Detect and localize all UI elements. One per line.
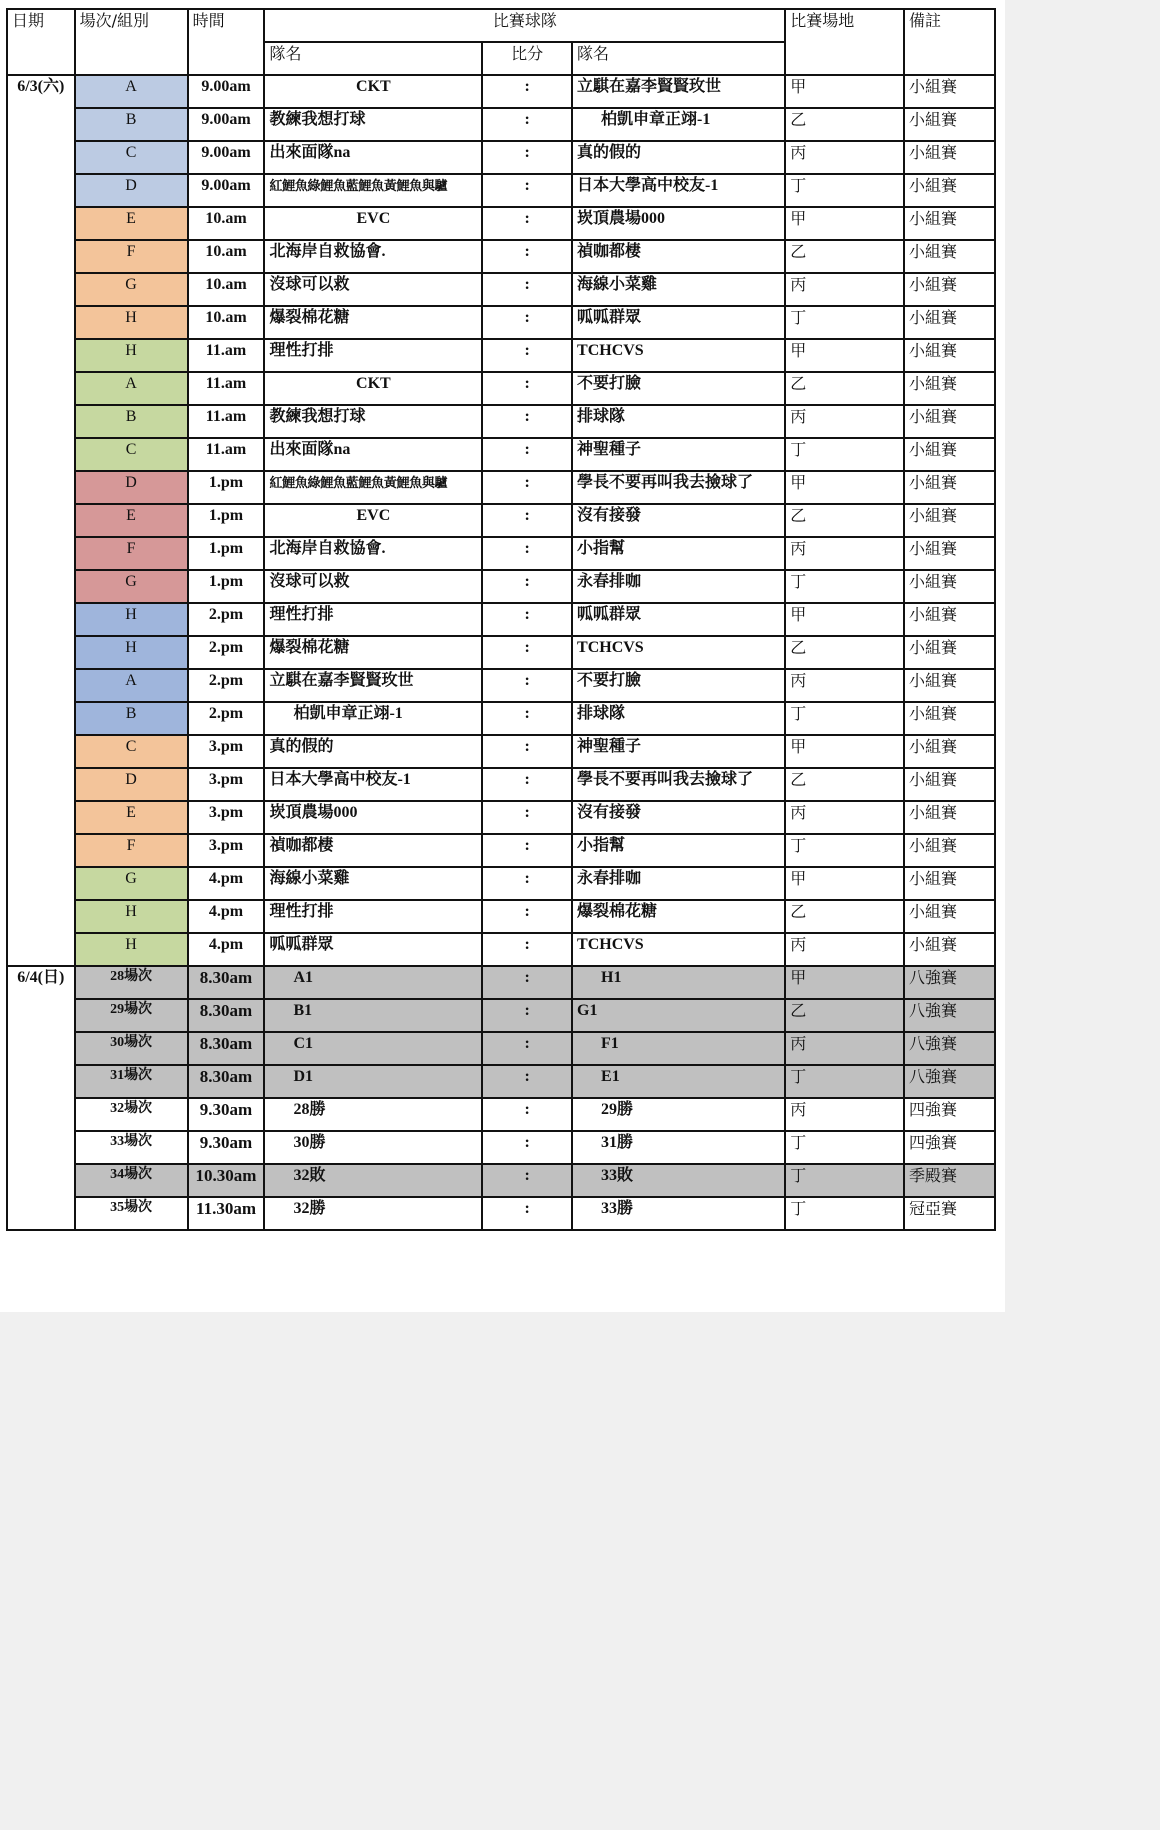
team-b-cell: 學長不要再叫我去撿球了 xyxy=(572,768,785,801)
team-b-cell: 33敗 xyxy=(572,1164,785,1197)
team-b-cell: 爆裂棉花糖 xyxy=(572,900,785,933)
team-b-cell: 呱呱群眾 xyxy=(572,603,785,636)
table-row xyxy=(7,240,995,273)
time-cell: 10.am xyxy=(188,273,265,306)
header-note: 備註 xyxy=(904,9,995,75)
team-a-cell: 32敗 xyxy=(264,1164,482,1197)
time-cell: 9.30am xyxy=(188,1131,265,1164)
note-cell: 小組賽 xyxy=(904,537,995,570)
venue-cell: 丙 xyxy=(785,273,904,306)
team-b-cell: 排球隊 xyxy=(572,405,785,438)
score-cell: : xyxy=(482,372,572,405)
venue-cell: 乙 xyxy=(785,900,904,933)
group-cell: 28場次 xyxy=(75,966,188,999)
header-venue: 比賽場地 xyxy=(785,9,904,75)
team-a-cell: 日本大學高中校友-1 xyxy=(264,768,482,801)
note-cell: 八強賽 xyxy=(904,966,995,999)
venue-cell: 丁 xyxy=(785,702,904,735)
table-row xyxy=(7,75,995,108)
note-cell: 八強賽 xyxy=(904,1065,995,1098)
venue-cell: 丁 xyxy=(785,438,904,471)
time-cell: 2.pm xyxy=(188,669,265,702)
team-b-cell: 沒有接發 xyxy=(572,504,785,537)
group-cell: A xyxy=(75,372,188,405)
group-cell: F xyxy=(75,240,188,273)
score-cell: : xyxy=(482,735,572,768)
venue-cell: 丙 xyxy=(785,801,904,834)
team-a-cell: 爆裂棉花糖 xyxy=(264,636,482,669)
venue-cell: 丙 xyxy=(785,405,904,438)
table-row xyxy=(7,735,995,768)
table-row xyxy=(7,1164,995,1197)
team-b-cell: 31勝 xyxy=(572,1131,785,1164)
time-cell: 1.pm xyxy=(188,537,265,570)
venue-cell: 丙 xyxy=(785,141,904,174)
table-row xyxy=(7,603,995,636)
table-row xyxy=(7,999,995,1032)
header-date: 日期 xyxy=(7,9,75,75)
team-b-cell: TCHCVS xyxy=(572,933,785,966)
table-row xyxy=(7,1131,995,1164)
score-cell: : xyxy=(482,273,572,306)
team-a-cell: 理性打排 xyxy=(264,900,482,933)
time-cell: 10.30am xyxy=(188,1164,265,1197)
score-cell: : xyxy=(482,768,572,801)
note-cell: 小組賽 xyxy=(904,339,995,372)
venue-cell: 丁 xyxy=(785,1065,904,1098)
venue-cell: 丁 xyxy=(785,1197,904,1230)
team-b-cell: TCHCVS xyxy=(572,636,785,669)
table-row xyxy=(7,504,995,537)
table-row xyxy=(7,372,995,405)
time-cell: 1.pm xyxy=(188,471,265,504)
note-cell: 小組賽 xyxy=(904,372,995,405)
group-cell: C xyxy=(75,735,188,768)
table-row xyxy=(7,471,995,504)
note-cell: 小組賽 xyxy=(904,75,995,108)
venue-cell: 乙 xyxy=(785,372,904,405)
venue-cell: 乙 xyxy=(785,504,904,537)
note-cell: 小組賽 xyxy=(904,504,995,537)
venue-cell: 丁 xyxy=(785,174,904,207)
team-b-cell: 沒有接發 xyxy=(572,801,785,834)
team-b-cell: 柏凱申章正翊-1 xyxy=(572,108,785,141)
group-cell: C xyxy=(75,141,188,174)
team-a-cell: 呱呱群眾 xyxy=(264,933,482,966)
table-row xyxy=(7,867,995,900)
note-cell: 小組賽 xyxy=(904,801,995,834)
team-b-cell: 神聖種子 xyxy=(572,735,785,768)
time-cell: 1.pm xyxy=(188,570,265,603)
team-a-cell: 教練我想打球 xyxy=(264,405,482,438)
venue-cell: 乙 xyxy=(785,999,904,1032)
group-cell: H xyxy=(75,636,188,669)
note-cell: 小組賽 xyxy=(904,768,995,801)
team-b-cell: 小指幫 xyxy=(572,537,785,570)
time-cell: 3.pm xyxy=(188,801,265,834)
note-cell: 小組賽 xyxy=(904,867,995,900)
table-row xyxy=(7,570,995,603)
team-b-cell: 海線小菜雞 xyxy=(572,273,785,306)
group-cell: E xyxy=(75,801,188,834)
team-a-cell: 禎咖都棲 xyxy=(264,834,482,867)
team-b-cell: 呱呱群眾 xyxy=(572,306,785,339)
table-row xyxy=(7,801,995,834)
group-cell: F xyxy=(75,834,188,867)
group-cell: G xyxy=(75,867,188,900)
group-cell: D xyxy=(75,768,188,801)
table-row xyxy=(7,834,995,867)
time-cell: 9.00am xyxy=(188,108,265,141)
time-cell: 11.30am xyxy=(188,1197,265,1230)
table-row xyxy=(7,933,995,966)
venue-cell: 丙 xyxy=(785,933,904,966)
note-cell: 小組賽 xyxy=(904,735,995,768)
table-row xyxy=(7,273,995,306)
time-cell: 4.pm xyxy=(188,900,265,933)
time-cell: 2.pm xyxy=(188,636,265,669)
venue-cell: 乙 xyxy=(785,108,904,141)
venue-cell: 甲 xyxy=(785,603,904,636)
team-b-cell: 學長不要再叫我去撿球了 xyxy=(572,471,785,504)
team-a-cell: 沒球可以救 xyxy=(264,273,482,306)
group-cell: H xyxy=(75,339,188,372)
team-a-cell: 爆裂棉花糖 xyxy=(264,306,482,339)
score-cell: : xyxy=(482,900,572,933)
team-a-cell: C1 xyxy=(264,1032,482,1065)
table-row xyxy=(7,669,995,702)
note-cell: 小組賽 xyxy=(904,405,995,438)
table-row xyxy=(7,1098,995,1131)
score-cell: : xyxy=(482,405,572,438)
note-cell: 八強賽 xyxy=(904,1032,995,1065)
score-cell: : xyxy=(482,1164,572,1197)
score-cell: : xyxy=(482,108,572,141)
note-cell: 小組賽 xyxy=(904,603,995,636)
team-a-cell: A1 xyxy=(264,966,482,999)
team-a-cell: 沒球可以救 xyxy=(264,570,482,603)
team-a-cell: 海線小菜雞 xyxy=(264,867,482,900)
note-cell: 小組賽 xyxy=(904,306,995,339)
time-cell: 3.pm xyxy=(188,768,265,801)
group-cell: F xyxy=(75,537,188,570)
time-cell: 9.00am xyxy=(188,174,265,207)
group-cell: A xyxy=(75,75,188,108)
team-a-cell: 立騏在嘉李賢賢玫世 xyxy=(264,669,482,702)
group-cell: 31場次 xyxy=(75,1065,188,1098)
team-a-cell: 北海岸自救協會. xyxy=(264,240,482,273)
group-cell: H xyxy=(75,306,188,339)
team-a-cell: D1 xyxy=(264,1065,482,1098)
team-b-cell: H1 xyxy=(572,966,785,999)
header-team-a: 隊名 xyxy=(264,42,482,75)
score-cell: : xyxy=(482,141,572,174)
team-b-cell: 排球隊 xyxy=(572,702,785,735)
table-row xyxy=(7,438,995,471)
venue-cell: 乙 xyxy=(785,240,904,273)
group-cell: D xyxy=(75,471,188,504)
team-a-cell: 紅鯉魚綠鯉魚藍鯉魚黃鯉魚與驢 xyxy=(264,471,482,504)
group-cell: A xyxy=(75,669,188,702)
venue-cell: 甲 xyxy=(785,75,904,108)
venue-cell: 丙 xyxy=(785,1098,904,1131)
time-cell: 1.pm xyxy=(188,504,265,537)
score-cell: : xyxy=(482,1032,572,1065)
group-cell: G xyxy=(75,273,188,306)
score-cell: : xyxy=(482,1098,572,1131)
note-cell: 小組賽 xyxy=(904,834,995,867)
time-cell: 11.am xyxy=(188,438,265,471)
venue-cell: 甲 xyxy=(785,966,904,999)
note-cell: 四強賽 xyxy=(904,1131,995,1164)
score-cell: : xyxy=(482,999,572,1032)
team-b-cell: 神聖種子 xyxy=(572,438,785,471)
score-cell: : xyxy=(482,1065,572,1098)
score-cell: : xyxy=(482,867,572,900)
team-b-cell: 33勝 xyxy=(572,1197,785,1230)
note-cell: 小組賽 xyxy=(904,273,995,306)
score-cell: : xyxy=(482,966,572,999)
date-cell: 6/3(六) xyxy=(7,75,75,966)
table-row xyxy=(7,1197,995,1230)
table-row xyxy=(7,306,995,339)
team-a-cell: B1 xyxy=(264,999,482,1032)
team-a-cell: 出來面隊na xyxy=(264,141,482,174)
venue-cell: 丁 xyxy=(785,570,904,603)
team-a-cell: 理性打排 xyxy=(264,339,482,372)
time-cell: 4.pm xyxy=(188,933,265,966)
venue-cell: 甲 xyxy=(785,867,904,900)
time-cell: 9.00am xyxy=(188,75,265,108)
score-cell: : xyxy=(482,438,572,471)
table-row xyxy=(7,636,995,669)
time-cell: 8.30am xyxy=(188,999,265,1032)
score-cell: : xyxy=(482,471,572,504)
group-cell: 29場次 xyxy=(75,999,188,1032)
venue-cell: 丁 xyxy=(785,1131,904,1164)
team-b-cell: 29勝 xyxy=(572,1098,785,1131)
team-b-cell: E1 xyxy=(572,1065,785,1098)
table-row xyxy=(7,207,995,240)
header-team-b: 隊名 xyxy=(572,42,785,75)
team-b-cell: 立騏在嘉李賢賢玫世 xyxy=(572,75,785,108)
group-cell: B xyxy=(75,702,188,735)
note-cell: 小組賽 xyxy=(904,471,995,504)
venue-cell: 乙 xyxy=(785,768,904,801)
time-cell: 9.00am xyxy=(188,141,265,174)
time-cell: 4.pm xyxy=(188,867,265,900)
group-cell: H xyxy=(75,900,188,933)
table-row xyxy=(7,900,995,933)
group-cell: 33場次 xyxy=(75,1131,188,1164)
group-cell: C xyxy=(75,438,188,471)
table-row xyxy=(7,966,995,999)
group-cell: B xyxy=(75,108,188,141)
header-time: 時間 xyxy=(188,9,265,75)
table-row xyxy=(7,1032,995,1065)
score-cell: : xyxy=(482,801,572,834)
venue-cell: 丁 xyxy=(785,306,904,339)
team-b-cell: 崁頂農場000 xyxy=(572,207,785,240)
score-cell: : xyxy=(482,240,572,273)
group-cell: H xyxy=(75,933,188,966)
score-cell: : xyxy=(482,537,572,570)
note-cell: 小組賽 xyxy=(904,438,995,471)
time-cell: 11.am xyxy=(188,405,265,438)
team-b-cell: 永春排咖 xyxy=(572,867,785,900)
group-cell: 32場次 xyxy=(75,1098,188,1131)
venue-cell: 丙 xyxy=(785,537,904,570)
score-cell: : xyxy=(482,933,572,966)
score-cell: : xyxy=(482,339,572,372)
note-cell: 小組賽 xyxy=(904,174,995,207)
date-cell: 6/4(日) xyxy=(7,966,75,1230)
table-row xyxy=(7,174,995,207)
team-a-cell: EVC xyxy=(264,504,482,537)
time-cell: 9.30am xyxy=(188,1098,265,1131)
note-cell: 四強賽 xyxy=(904,1098,995,1131)
time-cell: 10.am xyxy=(188,306,265,339)
score-cell: : xyxy=(482,1131,572,1164)
group-cell: 35場次 xyxy=(75,1197,188,1230)
time-cell: 10.am xyxy=(188,207,265,240)
venue-cell: 甲 xyxy=(785,735,904,768)
team-a-cell: CKT xyxy=(264,75,482,108)
header-score: 比分 xyxy=(482,42,572,75)
venue-cell: 甲 xyxy=(785,471,904,504)
team-a-cell: 紅鯉魚綠鯉魚藍鯉魚黃鯉魚與驢 xyxy=(264,174,482,207)
time-cell: 8.30am xyxy=(188,1065,265,1098)
table-row xyxy=(7,702,995,735)
team-b-cell: 日本大學高中校友-1 xyxy=(572,174,785,207)
venue-cell: 丙 xyxy=(785,1032,904,1065)
note-cell: 冠亞賽 xyxy=(904,1197,995,1230)
table-row xyxy=(7,1065,995,1098)
team-b-cell: 小指幫 xyxy=(572,834,785,867)
score-cell: : xyxy=(482,1197,572,1230)
table-row xyxy=(7,537,995,570)
note-cell: 小組賽 xyxy=(904,900,995,933)
score-cell: : xyxy=(482,702,572,735)
match-schedule-table xyxy=(6,8,996,1231)
table-row xyxy=(7,108,995,141)
team-b-cell: TCHCVS xyxy=(572,339,785,372)
score-cell: : xyxy=(482,570,572,603)
venue-cell: 甲 xyxy=(785,339,904,372)
team-a-cell: 30勝 xyxy=(264,1131,482,1164)
header-teams: 比賽球隊 xyxy=(264,9,785,42)
score-cell: : xyxy=(482,174,572,207)
note-cell: 小組賽 xyxy=(904,636,995,669)
venue-cell: 乙 xyxy=(785,636,904,669)
score-cell: : xyxy=(482,834,572,867)
group-cell: H xyxy=(75,603,188,636)
team-b-cell: 禎咖都棲 xyxy=(572,240,785,273)
group-cell: B xyxy=(75,405,188,438)
note-cell: 小組賽 xyxy=(904,933,995,966)
note-cell: 小組賽 xyxy=(904,240,995,273)
team-b-cell: 真的假的 xyxy=(572,141,785,174)
team-a-cell: 教練我想打球 xyxy=(264,108,482,141)
team-b-cell: 永春排咖 xyxy=(572,570,785,603)
group-cell: D xyxy=(75,174,188,207)
venue-cell: 丙 xyxy=(785,669,904,702)
note-cell: 季殿賽 xyxy=(904,1164,995,1197)
table-row xyxy=(7,405,995,438)
time-cell: 2.pm xyxy=(188,603,265,636)
team-b-cell: 不要打臉 xyxy=(572,669,785,702)
team-a-cell: CKT xyxy=(264,372,482,405)
note-cell: 小組賽 xyxy=(904,108,995,141)
header-group: 場次/組別 xyxy=(75,9,188,75)
table-row xyxy=(7,768,995,801)
venue-cell: 丁 xyxy=(785,834,904,867)
team-a-cell: 真的假的 xyxy=(264,735,482,768)
note-cell: 小組賽 xyxy=(904,207,995,240)
time-cell: 2.pm xyxy=(188,702,265,735)
venue-cell: 丁 xyxy=(785,1164,904,1197)
time-cell: 3.pm xyxy=(188,735,265,768)
group-cell: G xyxy=(75,570,188,603)
time-cell: 8.30am xyxy=(188,966,265,999)
time-cell: 11.am xyxy=(188,372,265,405)
time-cell: 8.30am xyxy=(188,1032,265,1065)
time-cell: 11.am xyxy=(188,339,265,372)
venue-cell: 甲 xyxy=(785,207,904,240)
note-cell: 八強賽 xyxy=(904,999,995,1032)
table-row xyxy=(7,339,995,372)
team-b-cell: 不要打臉 xyxy=(572,372,785,405)
team-a-cell: 理性打排 xyxy=(264,603,482,636)
team-b-cell: G1 xyxy=(572,999,785,1032)
team-a-cell: 出來面隊na xyxy=(264,438,482,471)
team-a-cell: 32勝 xyxy=(264,1197,482,1230)
table-row xyxy=(7,141,995,174)
score-cell: : xyxy=(482,636,572,669)
score-cell: : xyxy=(482,504,572,537)
team-a-cell: 28勝 xyxy=(264,1098,482,1131)
note-cell: 小組賽 xyxy=(904,669,995,702)
time-cell: 10.am xyxy=(188,240,265,273)
note-cell: 小組賽 xyxy=(904,570,995,603)
group-cell: 30場次 xyxy=(75,1032,188,1065)
note-cell: 小組賽 xyxy=(904,141,995,174)
score-cell: : xyxy=(482,75,572,108)
group-cell: 34場次 xyxy=(75,1164,188,1197)
group-cell: E xyxy=(75,207,188,240)
group-cell: E xyxy=(75,504,188,537)
team-a-cell: 崁頂農場000 xyxy=(264,801,482,834)
score-cell: : xyxy=(482,207,572,240)
time-cell: 3.pm xyxy=(188,834,265,867)
score-cell: : xyxy=(482,669,572,702)
team-b-cell: F1 xyxy=(572,1032,785,1065)
note-cell: 小組賽 xyxy=(904,702,995,735)
team-a-cell: EVC xyxy=(264,207,482,240)
team-a-cell: 柏凱申章正翊-1 xyxy=(264,702,482,735)
header-row xyxy=(7,9,995,42)
team-a-cell: 北海岸自救協會. xyxy=(264,537,482,570)
score-cell: : xyxy=(482,306,572,339)
score-cell: : xyxy=(482,603,572,636)
